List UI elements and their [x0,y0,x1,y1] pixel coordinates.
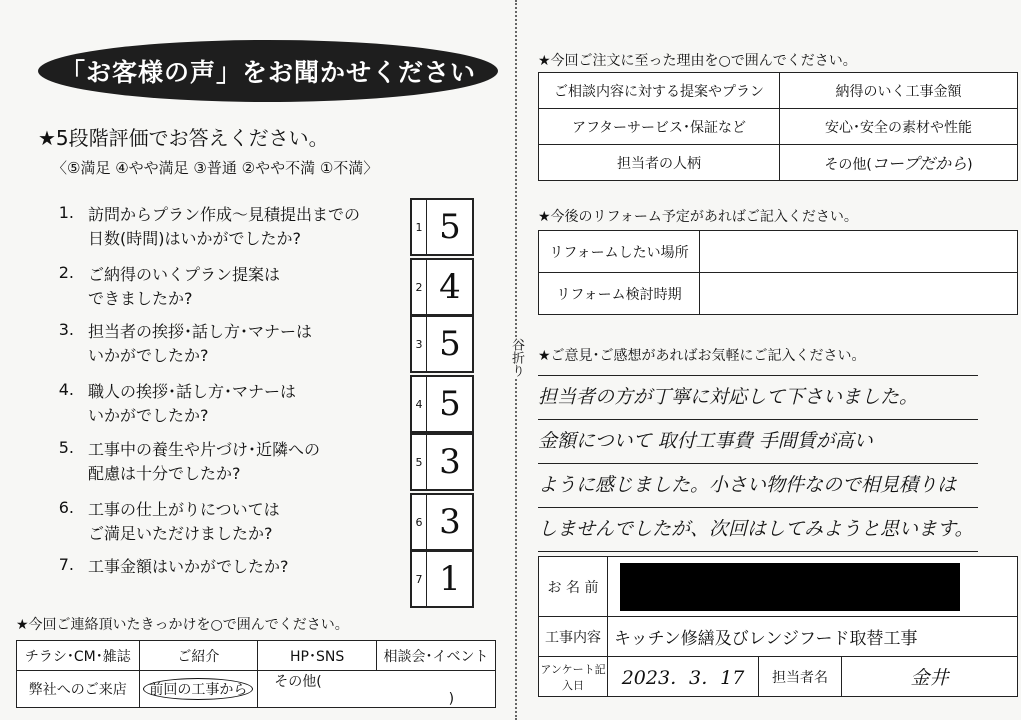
score-index: 6 [412,495,427,549]
score-index: 5 [412,435,427,489]
score-index: 2 [412,260,427,314]
score-box[interactable] [410,433,474,491]
future-place-field[interactable] [700,231,1018,273]
contact-option[interactable]: 相談会･イベント [377,641,496,671]
reason-option[interactable]: 納得のいく工事金額 [780,73,1018,109]
future-period-field[interactable] [700,273,1018,315]
question-text: 職人の挨拶･話し方･マナーは いかがでしたか? [88,382,297,425]
contact-option[interactable]: 弊社へのご来店 [17,671,140,708]
future-heading: ★今後のリフォーム予定があればご記入ください。 [538,209,858,225]
opinion-line: 担当者の方が丁寧に対応して下さいました。 [538,375,978,420]
question-text: 担当者の挨拶･話し方･マナーは いかがでしたか? [88,322,313,365]
other-close: ) [448,691,455,707]
reason-option[interactable]: アフターサービス･保証など [539,109,780,145]
question-text: 工事中の養生や片づけ･近隣への 配慮は十分でしたか? [88,440,321,483]
score-box[interactable] [410,550,474,608]
opinion-heading: ★ご意見･ご感想があればお気軽にご記入ください。 [538,348,866,364]
opinion-line: 金額について 取付工事費 手間賃が高い [538,420,978,464]
contact-heading: ★今回ご連絡頂いたきっかけを○で囲んでください。 [16,617,349,633]
score-index: 4 [412,377,427,431]
reason-option-other[interactable] [780,145,1018,181]
rating-heading: ★5段階評価でお答えください。 [38,126,329,150]
other-reason-text: コープだから [871,154,968,173]
opinion-line: しませんでしたが、次回はしてみようと思います。 [538,508,978,552]
future-period-label: リフォーム検討時期 [539,273,700,315]
opinion-lines [538,375,978,552]
question-text: 訪問からプラン作成～見積提出までの 日数(時間)はいかがでしたか? [88,205,361,248]
reason-option[interactable]: 担当者の人柄 [539,145,780,181]
date-value: 2023．3．17 [608,657,759,697]
question-number: 1. [58,203,74,222]
score-index: 1 [412,200,427,254]
score-box[interactable] [410,493,474,551]
contact-option[interactable]: チラシ･CM･雑誌 [17,641,140,671]
score-value: 3 [439,502,461,542]
customer-table [538,556,1018,697]
question-text: 工事金額はいかがでしたか? [88,557,289,576]
contact-table [16,640,496,708]
contact-option-selected[interactable] [139,671,258,708]
score-box[interactable] [410,315,474,373]
question-number: 2. [58,263,74,282]
name-label: お 名 前 [539,557,608,617]
question-text: ご納得のいくプラン提案は できましたか? [88,265,281,308]
reason-option[interactable]: 安心･安全の素材や性能 [780,109,1018,145]
staff-value: 金井 [842,657,1018,697]
contact-option[interactable]: ご紹介 [139,641,258,671]
question-number: 3. [58,320,74,339]
reason-table [538,72,1018,181]
reason-heading: ★今回ご注文に至った理由を○で囲んでください。 [538,53,857,69]
date-label: アンケート記入日 [539,657,608,697]
name-field [608,557,1018,617]
score-value: 4 [439,267,461,307]
work-label: 工事内容 [539,617,608,657]
reason-option[interactable]: ご相談内容に対する提案やプラン [539,73,780,109]
fold-label: 谷折り [509,338,524,377]
other-open: その他( [824,157,872,173]
opinion-line: ように感じました。小さい物件なので相見積りは [538,464,978,508]
other-close: ) [967,157,973,173]
question-number: 5. [58,438,74,457]
score-value: 5 [439,207,461,247]
question-number: 6. [58,498,74,517]
other-open: その他( [274,674,322,690]
question-number: 4. [58,380,74,399]
score-value: 3 [439,442,461,482]
future-table [538,230,1018,315]
score-index: 3 [412,317,427,371]
score-box[interactable] [410,198,474,256]
question-text: 工事の仕上がりについては ご満足いただけましたか? [88,500,280,543]
question-number: 7. [58,555,74,574]
work-value: キッチン修繕及びレンジフード取替工事 [608,617,1018,657]
contact-option-other[interactable] [258,671,496,708]
score-box[interactable] [410,375,474,433]
contact-option[interactable]: HP･SNS [258,641,377,671]
rating-scale: 〈⑤満足 ④やや満足 ③普通 ②やや不満 ①不満〉 [52,159,379,177]
staff-label: 担当者名 [759,657,842,697]
score-value: 1 [439,559,461,599]
future-place-label: リフォームしたい場所 [539,231,700,273]
name-redaction [620,563,960,611]
selection-circle: 前回の工事から [143,678,253,700]
score-value: 5 [439,324,461,364]
score-index: 7 [412,552,427,606]
survey-banner: 「お客様の声」をお聞かせください [38,40,498,102]
score-box[interactable] [410,258,474,316]
score-value: 5 [439,384,461,424]
